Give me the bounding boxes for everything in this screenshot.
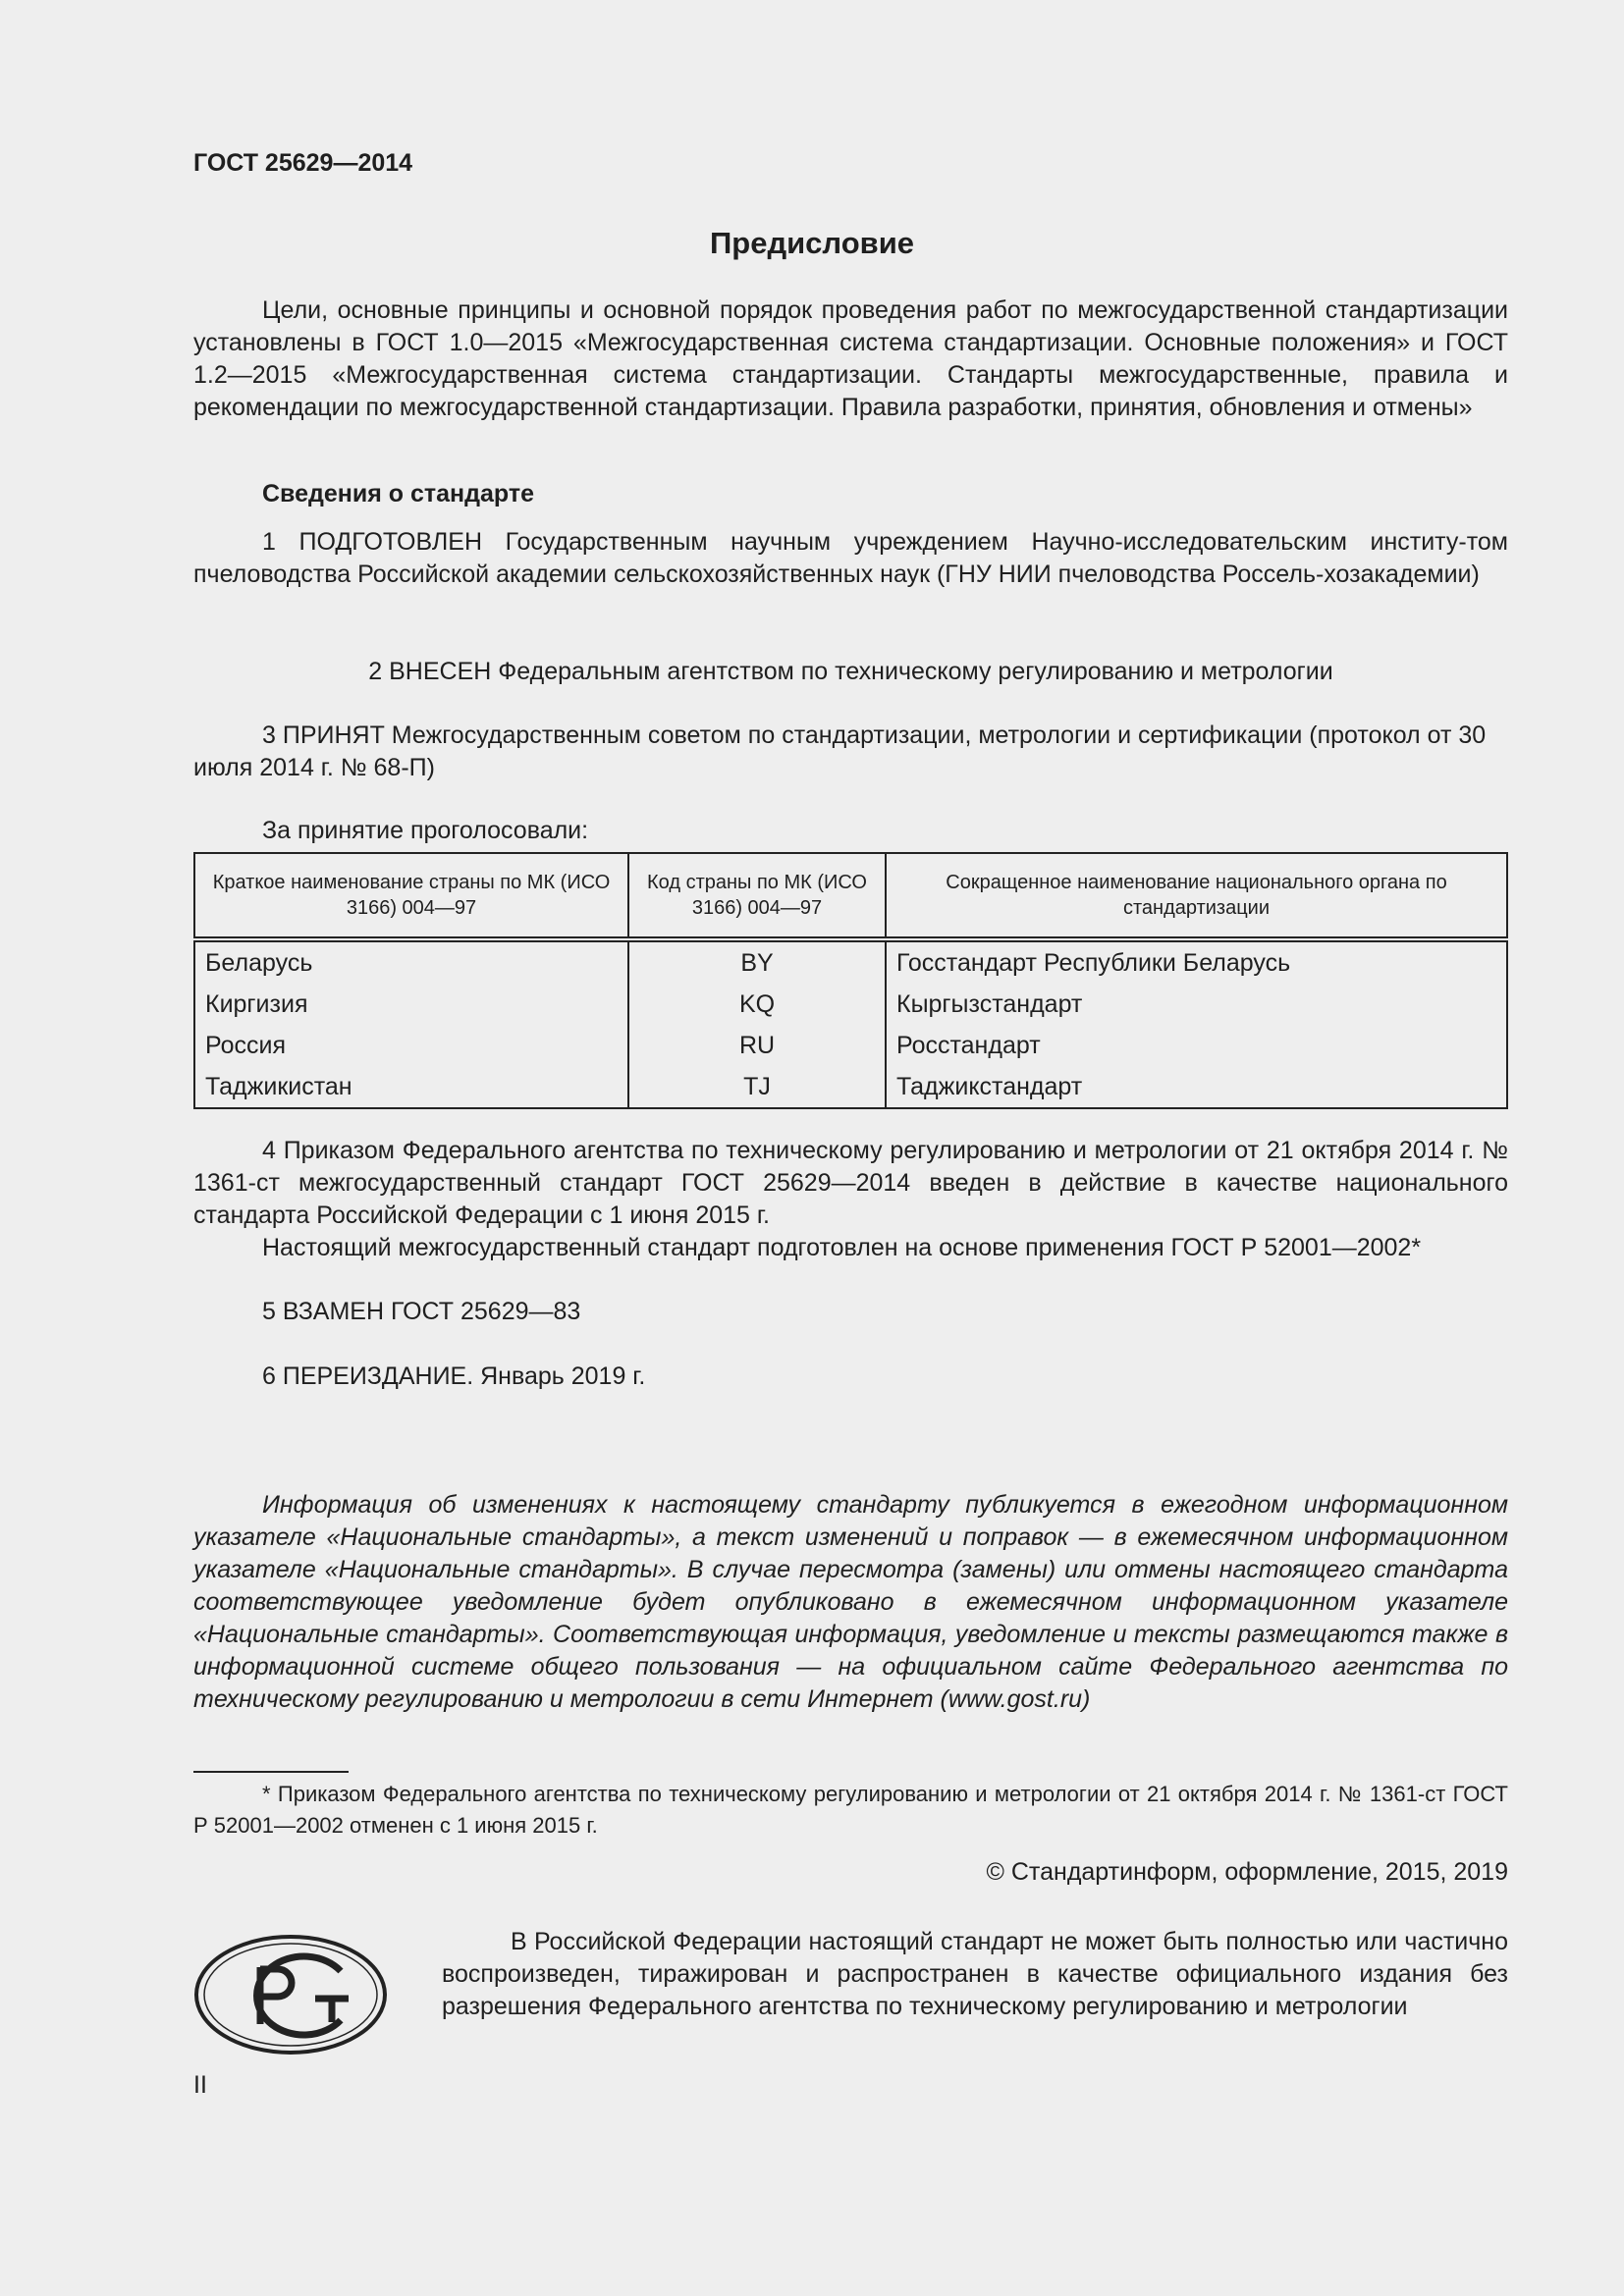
- item-6: 6 ПЕРЕИЗДАНИЕ. Январь 2019 г.: [262, 1362, 646, 1390]
- table-cell-country: Киргизия: [194, 984, 628, 1025]
- item-2: 2 ВНЕСЕН Федеральным агентством по техническому регулированию и метрологии: [368, 658, 1333, 685]
- rst-certification-logo-icon: [193, 1934, 388, 2056]
- table-cell-country: Таджикистан: [194, 1066, 628, 1108]
- table-cell-country: Россия: [194, 1025, 628, 1066]
- table-cell-agency: Госстандарт Республики Беларусь: [886, 939, 1507, 984]
- page-number: II: [193, 2071, 207, 2099]
- page-title: Предисловие: [709, 226, 914, 260]
- document-code: ГОСТ 25629—2014: [193, 149, 413, 177]
- copyright: © Стандартинформ, оформление, 2015, 2019: [986, 1858, 1508, 1886]
- info-heading: Сведения о стандарте: [262, 480, 535, 507]
- table-cell-code: KQ: [628, 984, 886, 1025]
- table-cell-code: RU: [628, 1025, 886, 1066]
- table-cell-agency: Кыргызстандарт: [886, 984, 1507, 1025]
- changes-info: Информация об изменениях к настоящему стандарту публикуется в ежегодном информационном указателе «Национальные стандарты», а текст изменений и поправок — в ежемесячном информационном указателе «Национальные стандарты». В случае пересмотра (замены) или отмены настоящего стандарта соответствующее уведомление будет опубликовано в ежемесячном информационном указателе «Национальные стандарты». Соответствующая информация, уведомление и тексты размещаются также в информационной системе общего пользования — на официальном сайте Федерального агентства по техническому регулированию и метрологии в сети Интернет (www.gost.ru): [193, 1491, 1508, 1713]
- table-cell-agency: Росстандарт: [886, 1025, 1507, 1066]
- table-cell-agency: Таджикстандарт: [886, 1066, 1507, 1108]
- item-3: 3 ПРИНЯТ Межгосударственным советом по стандартизации, метрологии и сертификации (протокол от 30 июля 2014 г. № 68-П): [193, 721, 1487, 781]
- intro-paragraph: Цели, основные принципы и основной порядок проведения работ по межгосударственной стандартизации установлены в ГОСТ 1.0—2015 «Межгосударственная система стандартизации. Основные положения» и ГОСТ 1.2—2015 «Межгосударственная система стандартизации. Стандарты межгосударственные, правила и рекомендации по межгосударственной стандартизации. Правила разработки, принятия, обновления и отмены»: [193, 296, 1508, 421]
- table-row: [194, 1066, 1507, 1108]
- table-header-row: [194, 853, 1507, 939]
- voting-table: [193, 852, 1508, 1109]
- item-4-note: Настоящий межгосударственный стандарт подготовлен на основе применения ГОСТ Р 52001—2002*: [262, 1234, 1422, 1261]
- item-1: 1 ПОДГОТОВЛЕН Государственным научным учреждением Научно-исследовательским институ-том пчеловодства Российской академии сельскохозяйственных наук (ГНУ НИИ пчеловодства Россель-хозакадемии): [193, 528, 1508, 588]
- item-5: 5 ВЗАМЕН ГОСТ 25629—83: [262, 1298, 581, 1325]
- table-header-code: Код страны по МК (ИСО 3166) 004—97: [628, 853, 886, 939]
- item-4: 4 Приказом Федерального агентства по техническому регулированию и метрологии от 21 октября 2014 г. № 1361-ст межгосударственный стандарт ГОСТ 25629—2014 введен в действие в качестве национального стандарта Российской Федерации с 1 июня 2015 г.: [193, 1137, 1508, 1229]
- table-row: [194, 984, 1507, 1025]
- table-cell-country: Беларусь: [194, 939, 628, 984]
- table-row: [194, 1025, 1507, 1066]
- table-cell-code: TJ: [628, 1066, 886, 1108]
- footnote: * Приказом Федерального агентства по техническому регулированию и метрологии от 21 октября 2014 г. № 1361-ст ГОСТ Р 52001—2002 отменен с 1 июня 2015 г.: [193, 1782, 1508, 1838]
- vote-intro: За принятие проголосовали:: [262, 817, 589, 844]
- table-header-country: Краткое наименование страны по МК (ИСО 3166) 004—97: [194, 853, 628, 939]
- reproduction-notice: В Российской Федерации настоящий стандарт не может быть полностью или частично воспроизведен, тиражирован и распространен в качестве официального издания без разрешения Федерального агентства по техническому регулированию и метрологии: [442, 1928, 1508, 2020]
- table-cell-code: BY: [628, 939, 886, 984]
- table-row: [194, 939, 1507, 984]
- footnote-divider: [193, 1771, 349, 1773]
- table-header-agency: Сокращенное наименование национального органа по стандартизации: [886, 853, 1507, 939]
